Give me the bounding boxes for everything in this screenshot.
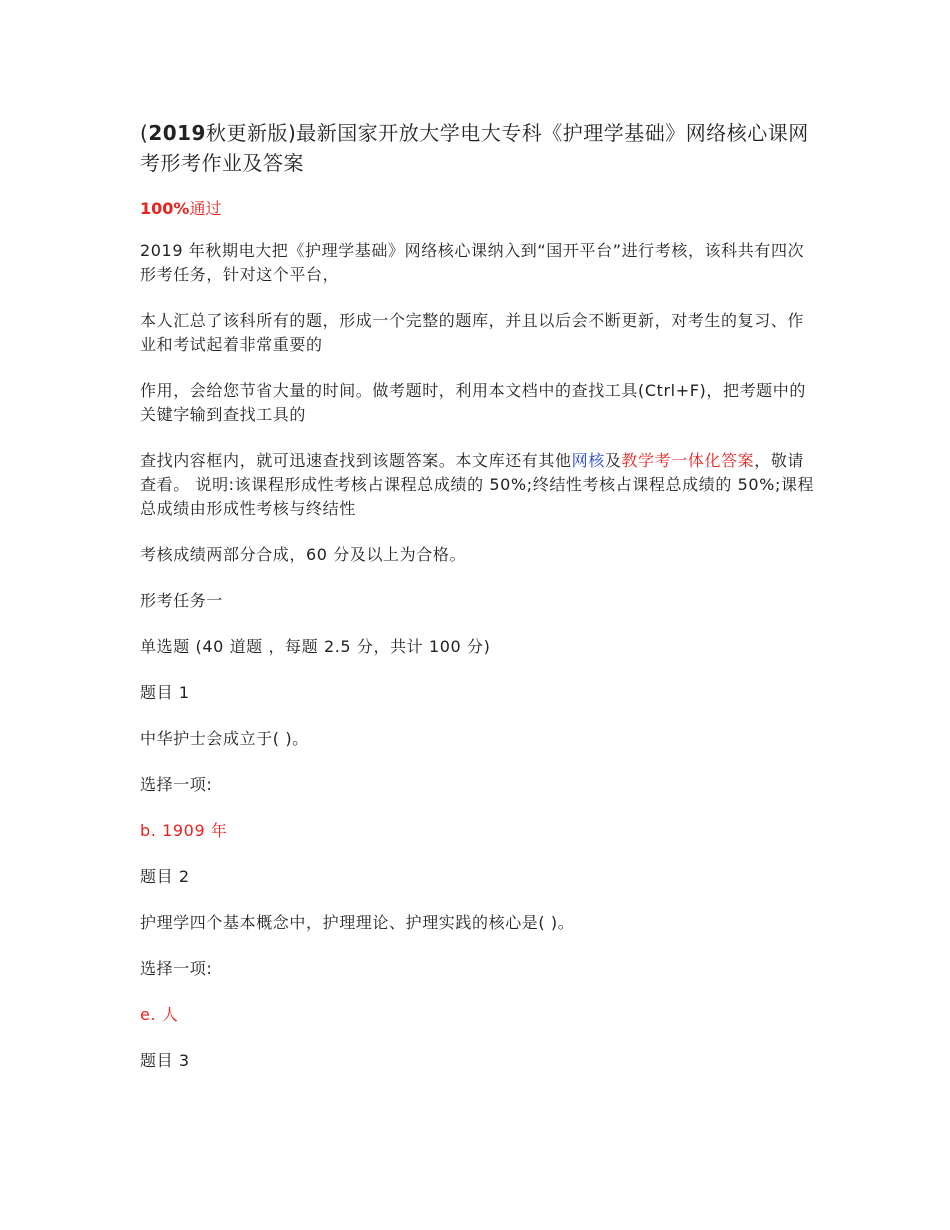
intro-4-text-b: 及 (604, 451, 622, 470)
link-teaching-answers[interactable]: 教学考一体化答案 (621, 451, 755, 470)
document-page (140, 118, 820, 1095)
intro-4-text-c: ，敬请查看。 说明:该课程形成性考核占课程总成绩的 50%;终结性考核占课程总成绩的 50%;课程总成绩由形成性考核与终结性 (140, 451, 815, 518)
question-2-text: 护理学四个基本概念中，护理理论、护理实践的核心是( )。 (140, 913, 575, 932)
pass-rate-label (140, 196, 820, 219)
question-2-label: 题目 2 (140, 867, 190, 886)
question-1-prompt: 选择一项: (140, 775, 213, 794)
question-type-heading: 单选题 (40 道题 ，每题 2.5 分，共计 100 分) (140, 637, 491, 656)
section-heading: 形考任务一 (140, 591, 224, 610)
question-1-label: 题目 1 (140, 683, 190, 702)
pass-rate-text: 通过 (189, 199, 222, 218)
intro-paragraph-2: 本人汇总了该科所有的题，形成一个完整的题库，并且以后会不断更新，对考生的复习、作业和考试起着非常重要的 (140, 311, 805, 354)
document-title (140, 118, 820, 178)
title-text: 秋更新版)最新国家开放大学电大专科《护理学基础》网络核心课网考形考作业及答案 (140, 121, 809, 175)
intro-paragraph-3: 作用，会给您节省大量的时间。做考题时，利用本文档中的查找工具(Ctrl+F)，把考题中的关键字输到查找工具的 (140, 381, 806, 424)
intro-paragraph-1: 2019 年秋期电大把《护理学基础》网络核心课纳入到“国开平台”进行考核，该科共有四次形考任务，针对这个平台， (140, 241, 805, 284)
title-year: 2019 (148, 121, 206, 145)
pass-rate-value: 100% (140, 199, 190, 218)
question-1-answer: b. 1909 年 (140, 821, 228, 840)
intro-paragraph-4 (140, 449, 820, 521)
link-wanghe[interactable]: 网核 (571, 451, 605, 470)
question-1-text: 中华护士会成立于( )。 (140, 729, 309, 748)
question-2-answer: e. 人 (140, 1005, 179, 1024)
question-3-label: 题目 3 (140, 1051, 190, 1070)
intro-4-text-a: 查找内容框内，就可迅速查找到该题答案。本文库还有其他 (140, 451, 572, 470)
question-2-prompt: 选择一项: (140, 959, 213, 978)
intro-paragraph-5: 考核成绩两部分合成，60 分及以上为合格。 (140, 545, 467, 564)
title-open-paren: ( (140, 121, 149, 145)
